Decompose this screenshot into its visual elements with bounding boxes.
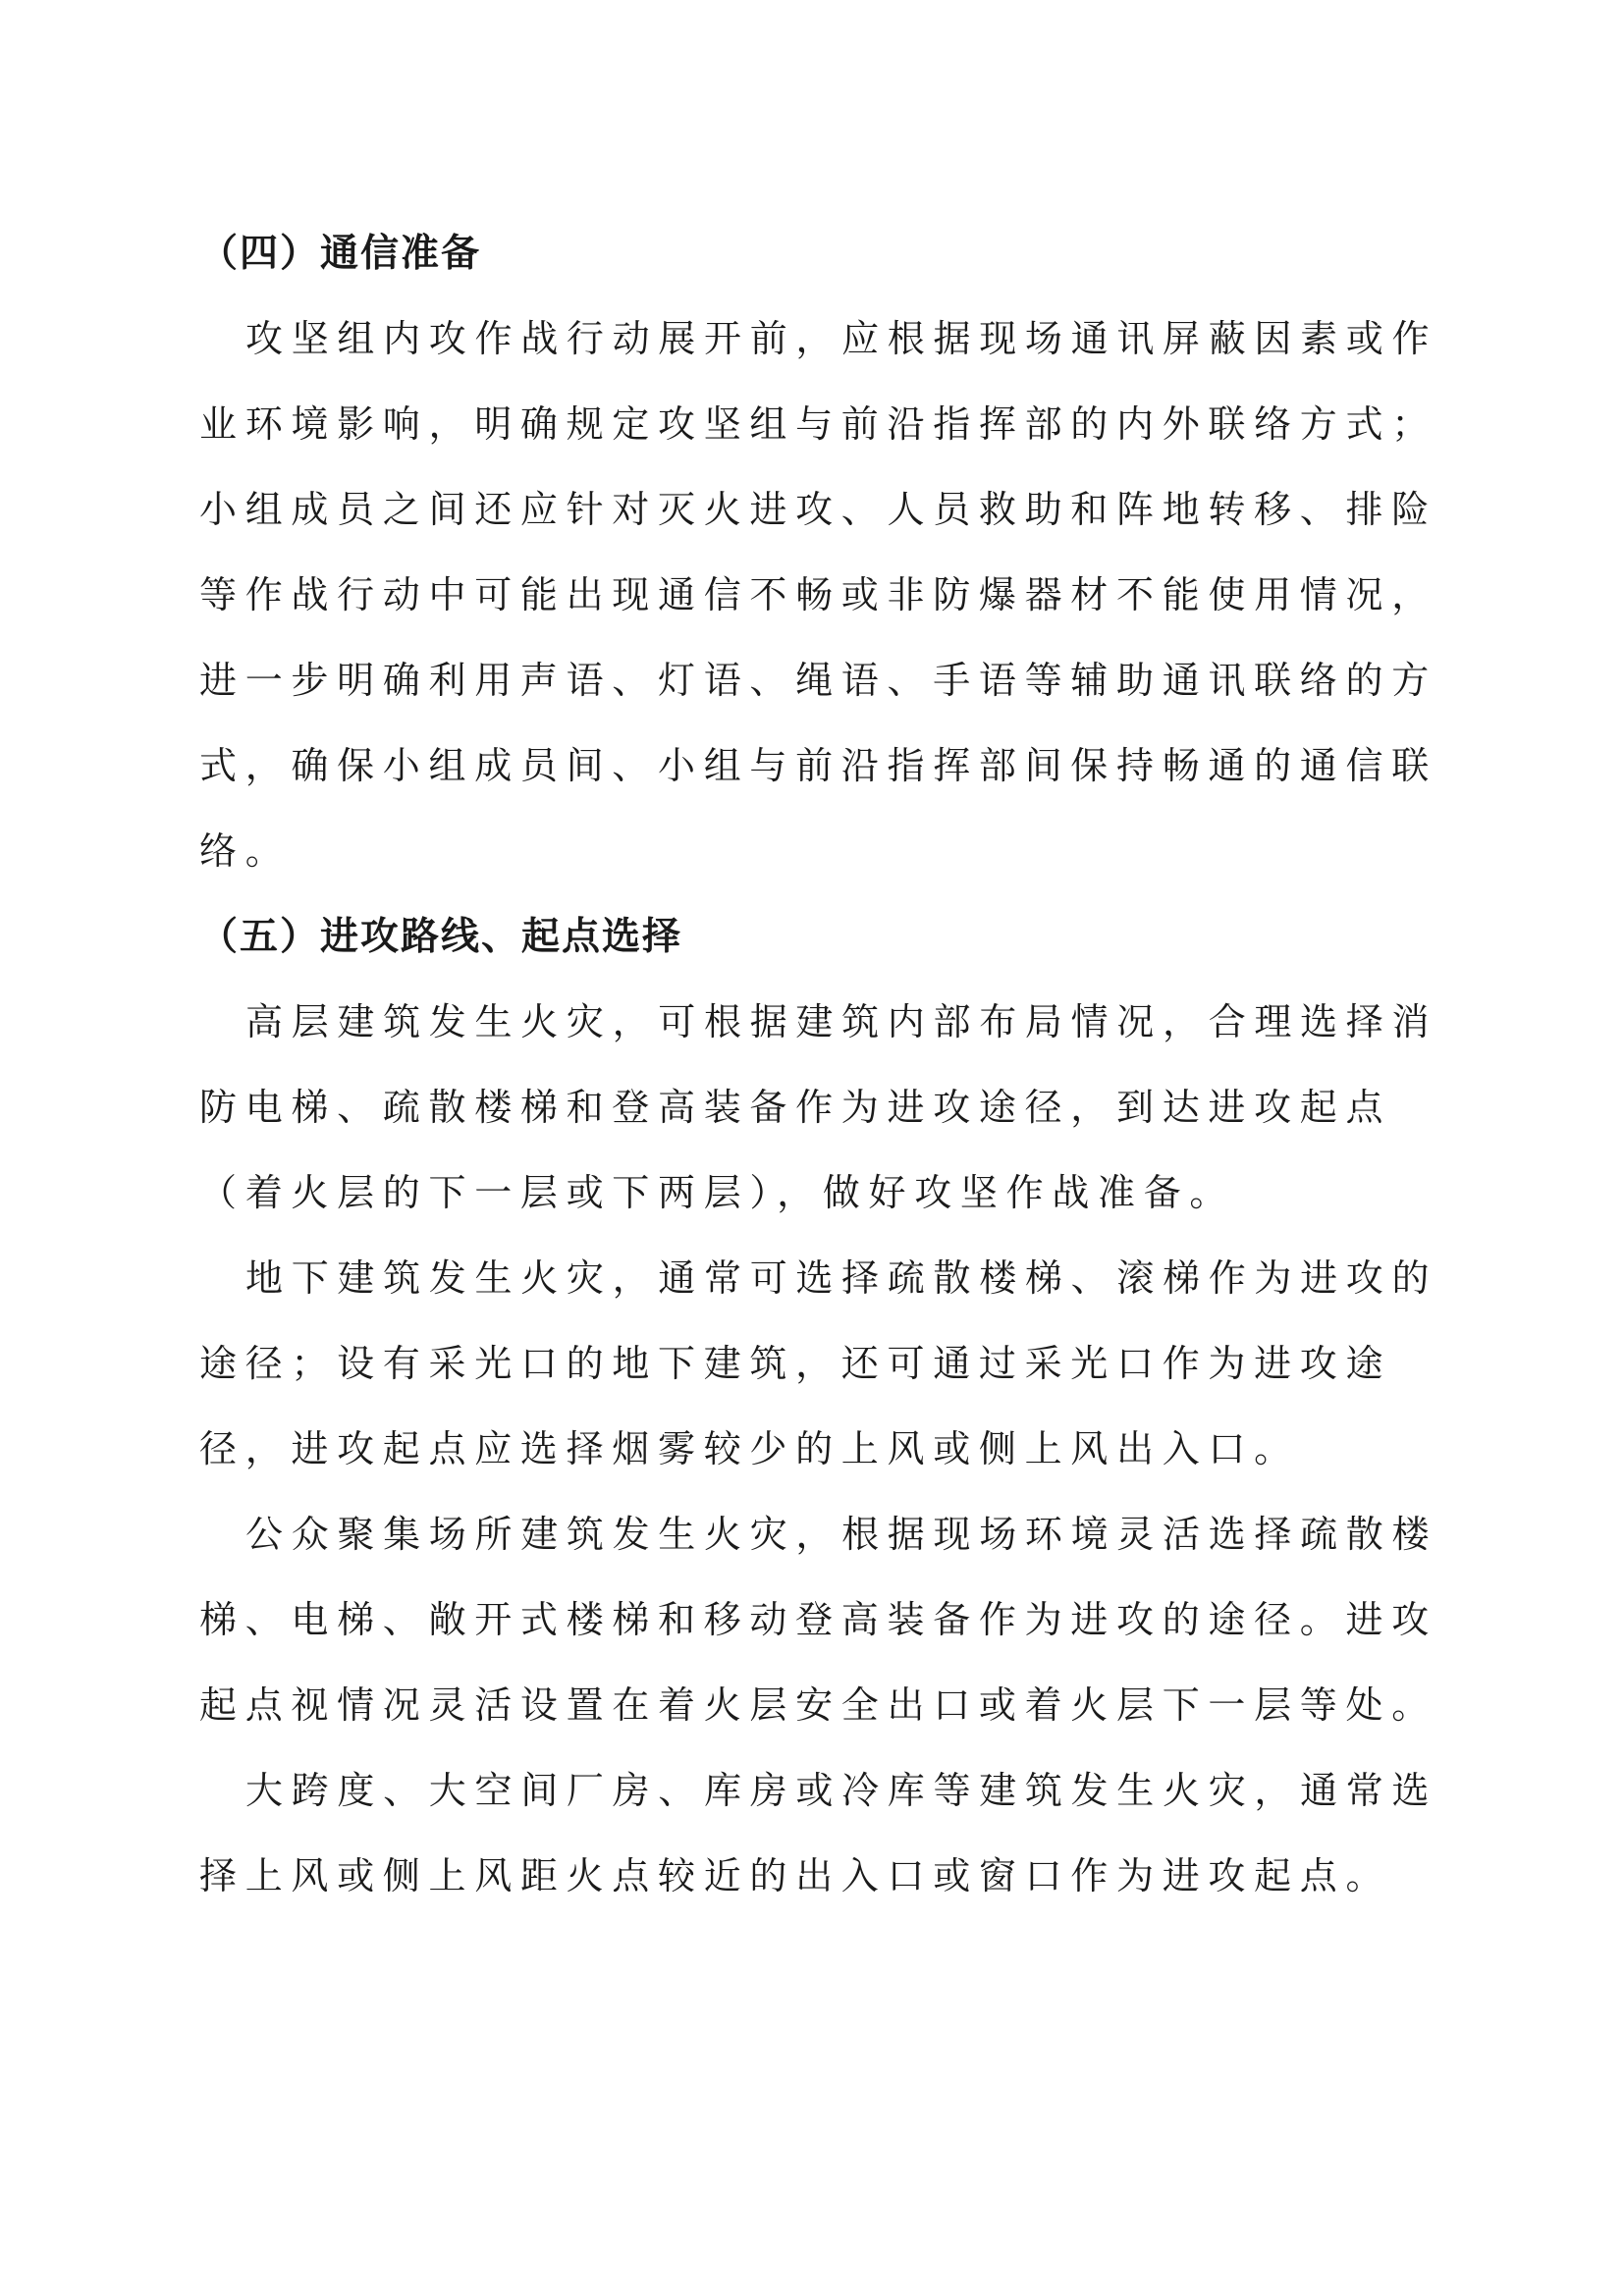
paragraph-line: 径，进攻起点应选择烟雾较少的上风或侧上风出入口。 [199, 1427, 1300, 1470]
paragraph-line: 等作战行动中可能出现通信不畅或非防爆器材不能使用情况， [199, 573, 1437, 616]
document-page [199, 211, 1446, 1919]
paragraph-line: 择上风或侧上风距火点较近的出入口或窗口作为进攻起点。 [199, 1854, 1392, 1897]
paragraph-line: 式，确保小组成员间、小组与前沿指挥部间保持畅通的通信联 [199, 744, 1437, 787]
section-heading: （四）通信准备 [199, 232, 482, 276]
paragraph-line: 途径；设有采光口的地下建筑，还可通过采光口作为进攻途 [199, 1342, 1392, 1385]
paragraph-line: 小组成员之间还应针对灭火进攻、人员救助和阵地转移、排险 [199, 488, 1437, 531]
paragraph-line: 大跨度、大空间厂房、库房或冷库等建筑发生火灾，通常选 [245, 1769, 1438, 1812]
paragraph-line: 进一步明确利用声语、灯语、绳语、手语等辅助通讯联络的方 [199, 659, 1437, 702]
paragraph-line: 起点视情况灵活设置在着火层安全出口或着火层下一层等处。 [199, 1683, 1437, 1727]
paragraph-line: 攻坚组内攻作战行动展开前，应根据现场通讯屏蔽因素或作 [245, 317, 1438, 360]
paragraph-line: 防电梯、疏散楼梯和登高装备作为进攻途径，到达进攻起点 [199, 1086, 1392, 1129]
section-heading: （五）进攻路线、起点选择 [199, 915, 683, 959]
paragraph-line: （着火层的下一层或下两层），做好攻坚作战准备。 [199, 1171, 1236, 1214]
paragraph-line: 梯、电梯、敞开式楼梯和移动登高装备作为进攻的途径。进攻 [199, 1598, 1437, 1641]
paragraph-line: 公众聚集场所建筑发生火灾，根据现场环境灵活选择疏散楼 [245, 1513, 1438, 1556]
paragraph-line: 地下建筑发生火灾，通常可选择疏散楼梯、滚梯作为进攻的 [245, 1256, 1438, 1300]
paragraph-line: 业环境影响，明确规定攻坚组与前沿指挥部的内外联络方式； [199, 402, 1437, 446]
paragraph-line: 络。 [199, 829, 292, 873]
paragraph-line: 高层建筑发生火灾，可根据建筑内部布局情况，合理选择消 [245, 1000, 1438, 1043]
